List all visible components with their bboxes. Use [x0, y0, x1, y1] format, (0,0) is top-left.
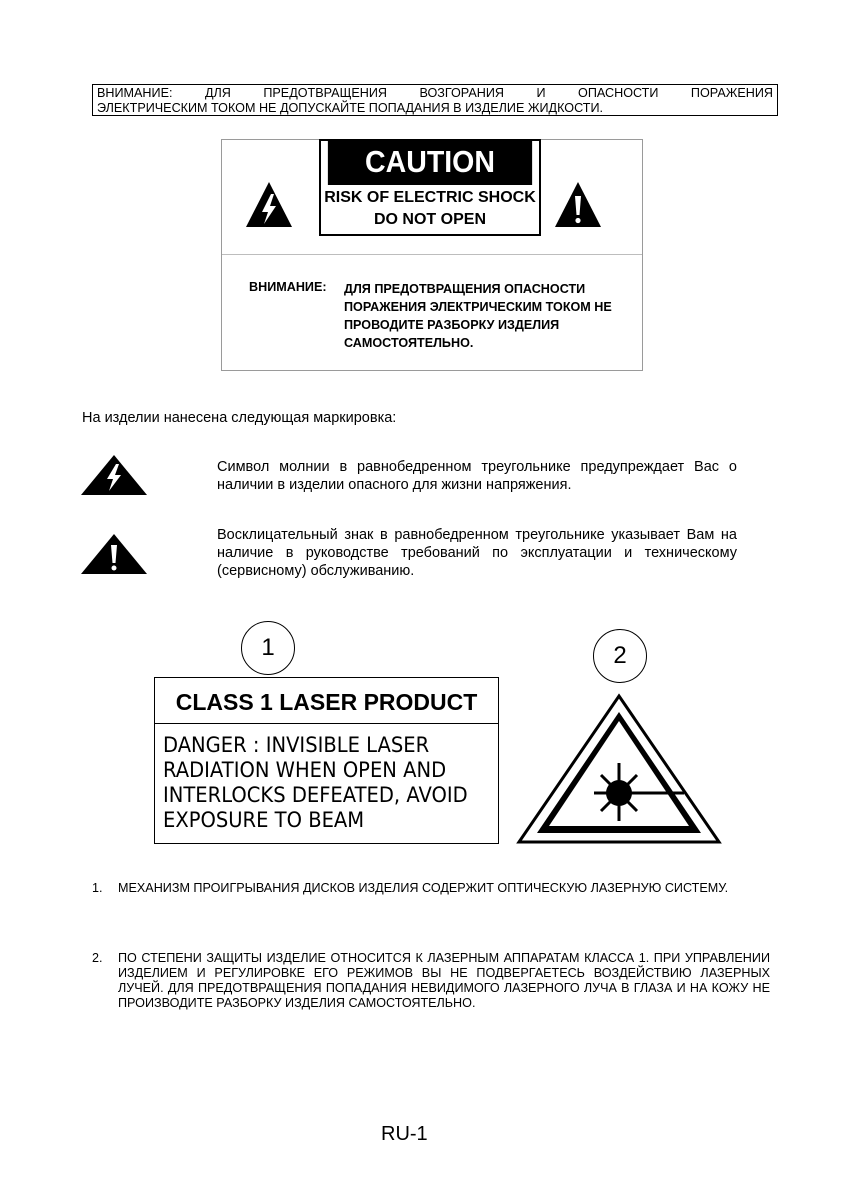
exclamation-symbol-description: Восклицательный знак в равнобедренном треугольнике указывает Вам на наличие в руководстве требований по эксплуатации и техническому (сервисному) обслуживанию. — [217, 527, 737, 579]
laser-danger-text — [163, 733, 475, 833]
note-number: 1. — [92, 881, 103, 895]
figure-number-1: 1 — [241, 621, 295, 675]
note-text: ПО СТЕПЕНИ ЗАЩИТЫ ИЗДЕЛИЕ ОТНОСИТСЯ К ЛАЗЕРНЫМ АППАРАТАМ КЛАССА 1. ПРИ УПРАВЛЕНИИ ИЗДЕЛИЕМ И РЕГУЛИРОВКЕ ЕГО РЕЖИМОВ ВЫ НЕ ПОДВЕРГАЕТЕСЬ ВОЗДЕЙСТВИЮ ЛАЗЕРНЫХ ЛУЧЕЙ. ДЛЯ ПРЕДОТВРАЩЕНИЯ ПОПАДАНИЯ НЕВИДИМОГО ЛАЗЕРНОГО ЛУЧА В ГЛАЗА И НА КОЖУ НЕ ПРОИЗВОДИТЕ РАЗБОРКУ ИЗДЕЛИЯ САМОСТОЯТЕЛЬНО. — [118, 951, 770, 1010]
laser-warning-icon — [516, 693, 722, 845]
caution-line1: RISK OF ELECTRIC SHOCK — [324, 189, 536, 206]
laser-class-title: CLASS 1 LASER PRODUCT — [175, 689, 478, 715]
page-number: RU-1 — [381, 1123, 428, 1145]
lightning-triangle-icon — [80, 454, 148, 496]
laser-danger-line: INTERLOCKS DEFEATED, AVOID — [163, 783, 468, 807]
caution-line2: DO NOT OPEN — [373, 211, 486, 228]
top-warning-line2: ЭЛЕКТРИЧЕСКИМ ТОКОМ НЕ ДОПУСКАЙТЕ ПОПАДАНИЯ В ИЗДЕЛИЕ ЖИДКОСТИ. — [97, 101, 603, 115]
caution-divider — [222, 254, 642, 255]
caution-warning-text: ДЛЯ ПРЕДОТВРАЩЕНИЯ ОПАСНОСТИ ПОРАЖЕНИЯ ЭЛЕКТРИЧЕСКИМ ТОКОМ НЕ ПРОВОДИТЕ РАЗБОРКУ ИЗДЕЛИЯ САМОСТОЯТЕЛЬНО. — [344, 282, 612, 350]
exclamation-triangle-icon — [80, 533, 148, 575]
exclamation-triangle-icon — [553, 180, 603, 230]
figure-number-2: 2 — [593, 629, 647, 683]
lightning-symbol-description: Символ молнии в равнобедренном треугольнике предупреждает Вас о наличии в изделии опасного для жизни напряжения. — [217, 459, 737, 493]
caution-warning-label: ВНИМАНИЕ: — [249, 280, 327, 294]
note-text: МЕХАНИЗМ ПРОИГРЫВАНИЯ ДИСКОВ ИЗДЕЛИЯ СОДЕРЖИТ ОПТИЧЕСКУЮ ЛАЗЕРНУЮ СИСТЕМУ. — [118, 881, 729, 895]
note-number: 2. — [92, 951, 103, 965]
laser-danger-line: RADIATION WHEN OPEN AND — [163, 758, 447, 782]
marking-intro: На изделии нанесена следующая маркировка: — [82, 410, 397, 426]
top-warning-line1: ВНИМАНИЕ: ДЛЯ ПРЕДОТВРАЩЕНИЯ ВОЗГОРАНИЯ И ОПАСНОСТИ ПОРАЖЕНИЯ — [97, 86, 773, 100]
laser-danger-line: DANGER : INVISIBLE LASER — [163, 733, 430, 757]
lightning-triangle-icon — [244, 180, 294, 230]
laser-danger-line: EXPOSURE TO BEAM — [163, 808, 365, 832]
top-warning-box — [92, 84, 778, 116]
laser-label-divider — [155, 723, 498, 724]
caution-title: CAUTION — [328, 139, 532, 185]
